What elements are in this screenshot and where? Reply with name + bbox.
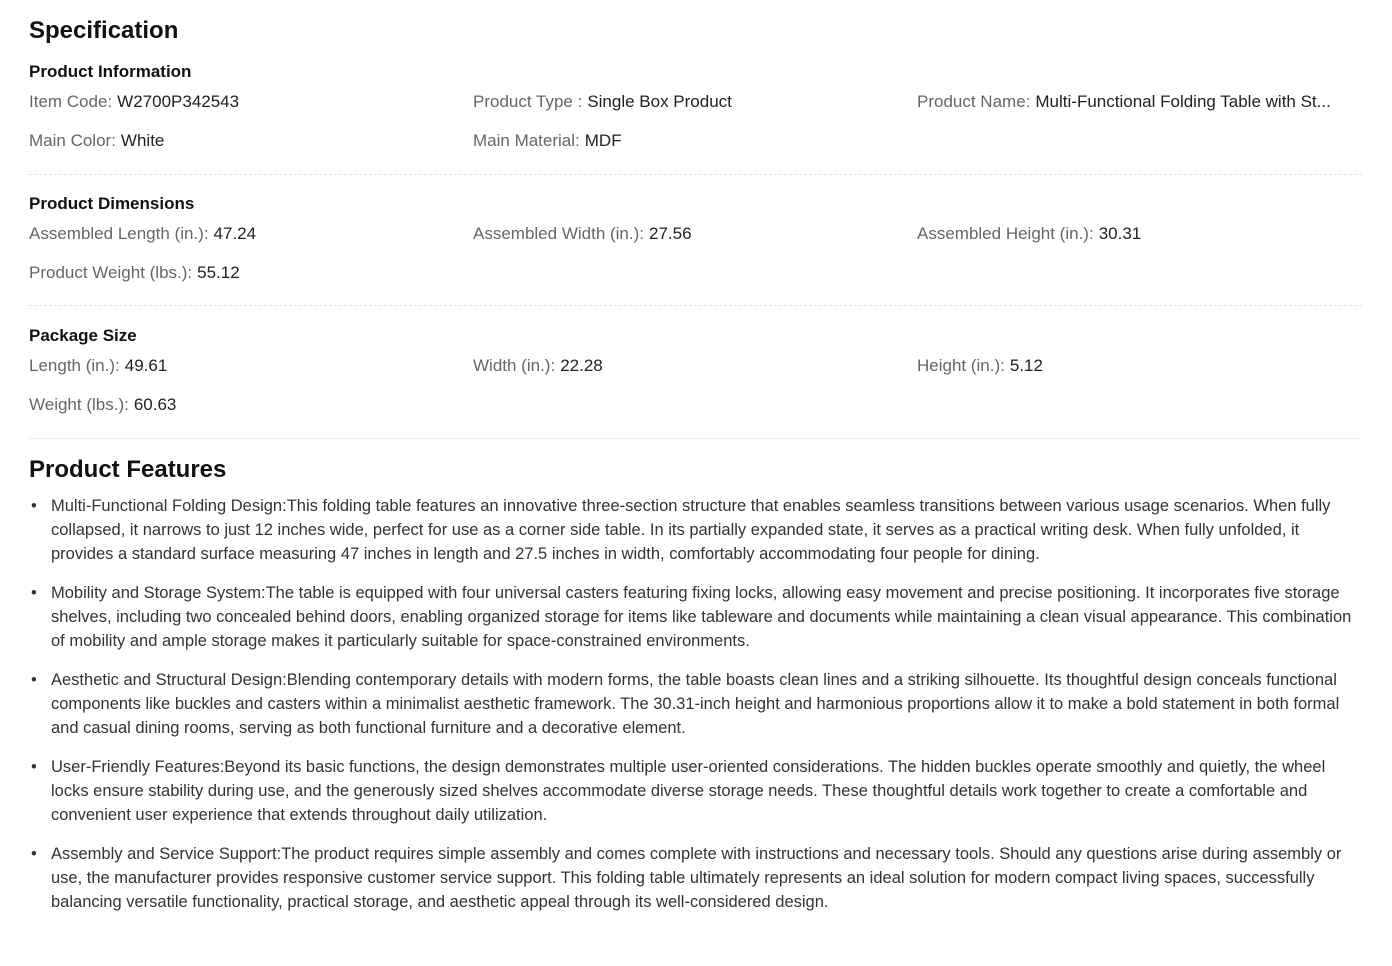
feature-item: [29, 494, 1362, 566]
spec-item-package-weight: [29, 395, 473, 415]
spec-label: Main Color:: [29, 130, 116, 150]
spec-label: Assembled Length (in.):: [29, 223, 209, 243]
spec-row: [29, 253, 1362, 292]
spec-item-assembled-height: [917, 224, 1361, 244]
spec-value: 47.24: [213, 223, 257, 243]
spec-row: [29, 121, 1362, 160]
feature-text: User-Friendly Features:Beyond its basic functions, the design demonstrates multiple user-oriented considerations. The hidden buckles operate smoothly and quietly, the wheel locks ensure stability during use, and the generously sized shelves accommodate diverse storage needs. These thoughtful details work together to create a comfortable and convenient user experience that extends throughout daily utilization.: [51, 758, 1326, 824]
features-list: [29, 494, 1362, 914]
feature-item: [29, 842, 1362, 914]
feature-item: [29, 755, 1362, 827]
package-size-title: Package Size: [29, 326, 137, 345]
spec-value: 30.31: [1098, 223, 1142, 243]
product-dimensions-title: Product Dimensions: [29, 194, 195, 213]
spec-item-package-width: [473, 356, 917, 376]
bullet-icon: •: [31, 584, 37, 602]
spec-value: White: [120, 130, 165, 150]
feature-item: [29, 581, 1362, 653]
spec-label: Width (in.):: [473, 355, 556, 375]
spec-label: Length (in.):: [29, 355, 120, 375]
spec-label: Product Weight (lbs.):: [29, 262, 193, 282]
spec-row: [29, 385, 1362, 424]
bullet-icon: •: [31, 845, 37, 863]
feature-text: Multi-Functional Folding Design:This folding table features an innovative three-section structure that enables seamless transitions between various usage scenarios. When fully collapsed, it narrows to just 12 inches wide, perfect for use as a corner side table. In its partially expanded state, it serves as a practical writing desk. When fully unfolded, it provides a standard surface measuring 47 inches in length and 27.5 inches in width, comfortably accommodating four people for dining.: [51, 497, 1331, 563]
spec-item-package-length: [29, 356, 473, 376]
product-dimensions-section: [29, 194, 1362, 292]
spec-item-package-height: [917, 356, 1361, 376]
spec-value: 49.61: [124, 355, 168, 375]
spec-label: Product Name:: [917, 91, 1031, 111]
spec-value: Single Box Product: [587, 91, 732, 111]
specification-title: Specification: [29, 17, 179, 44]
specification-bottom-divider: [29, 438, 1362, 439]
spec-item-main-material: [473, 131, 917, 151]
product-features-title: Product Features: [29, 456, 227, 483]
spec-label: Height (in.):: [917, 355, 1005, 375]
feature-text: Aesthetic and Structural Design:Blending contemporary details with modern forms, the table boasts clean lines and a striking silhouette. Its thoughtful design conceals functional components like buckles and casters within a minimalist aesthetic framework. The 30.31-inch height and harmonious proportions allow it to make a bold statement in both formal and casual dining rooms, serving as both functional furniture and a decorative element.: [51, 671, 1340, 737]
spec-item-product-weight: [29, 263, 473, 283]
spec-item-product-name: [917, 92, 1361, 112]
spec-label: Assembled Height (in.):: [917, 223, 1094, 243]
spec-item-item-code: [29, 92, 473, 112]
spec-label: Assembled Width (in.):: [473, 223, 644, 243]
spec-value: W2700P342543: [117, 91, 240, 111]
spec-item-assembled-length: [29, 224, 473, 244]
product-information-section: [29, 62, 1362, 160]
spec-value: 60.63: [133, 394, 177, 414]
spec-row: [29, 346, 1362, 385]
product-information-title: Product Information: [29, 62, 192, 81]
spec-value: 27.56: [649, 223, 692, 243]
spec-label: Weight (lbs.):: [29, 394, 129, 414]
spec-value: 22.28: [560, 355, 603, 375]
spec-value: MDF: [584, 130, 622, 150]
spec-row: [29, 82, 1362, 121]
bullet-icon: •: [31, 671, 37, 689]
spec-label: Item Code:: [29, 91, 113, 111]
spec-value: 5.12: [1009, 355, 1043, 375]
spec-item-assembled-width: [473, 224, 917, 244]
spec-label: Main Material:: [473, 130, 580, 150]
section-divider: [29, 305, 1362, 306]
spec-item-product-type: [473, 92, 917, 112]
package-size-section: [29, 326, 1362, 424]
feature-text: Mobility and Storage System:The table is equipped with four universal casters featuring fixing locks, allowing easy movement and precise positioning. It incorporates five storage shelves, including two concealed behind doors, enabling organized storage for items like tableware and documents while maintaining a clean visual appearance. This combination of mobility and ample storage makes it particularly suitable for space-constrained environments.: [51, 584, 1352, 650]
spec-value: 55.12: [197, 262, 240, 282]
feature-text: Assembly and Service Support:The product requires simple assembly and comes complete with instructions and necessary tools. Should any questions arise during assembly or use, the manufacturer provides responsive customer service support. This folding table ultimately represents an ideal solution for modern compact living spaces, successfully balancing versatile functionality, practical storage, and aesthetic appeal through its well-considered design.: [51, 845, 1342, 911]
feature-item: [29, 668, 1362, 740]
bullet-icon: •: [31, 497, 37, 515]
section-divider: [29, 174, 1362, 175]
spec-label: Product Type :: [473, 91, 583, 111]
spec-row: [29, 214, 1362, 253]
product-features-section: [29, 455, 1362, 914]
bullet-icon: •: [31, 758, 37, 776]
spec-item-main-color: [29, 131, 473, 151]
spec-value: Multi-Functional Folding Table with St...: [1035, 91, 1331, 111]
